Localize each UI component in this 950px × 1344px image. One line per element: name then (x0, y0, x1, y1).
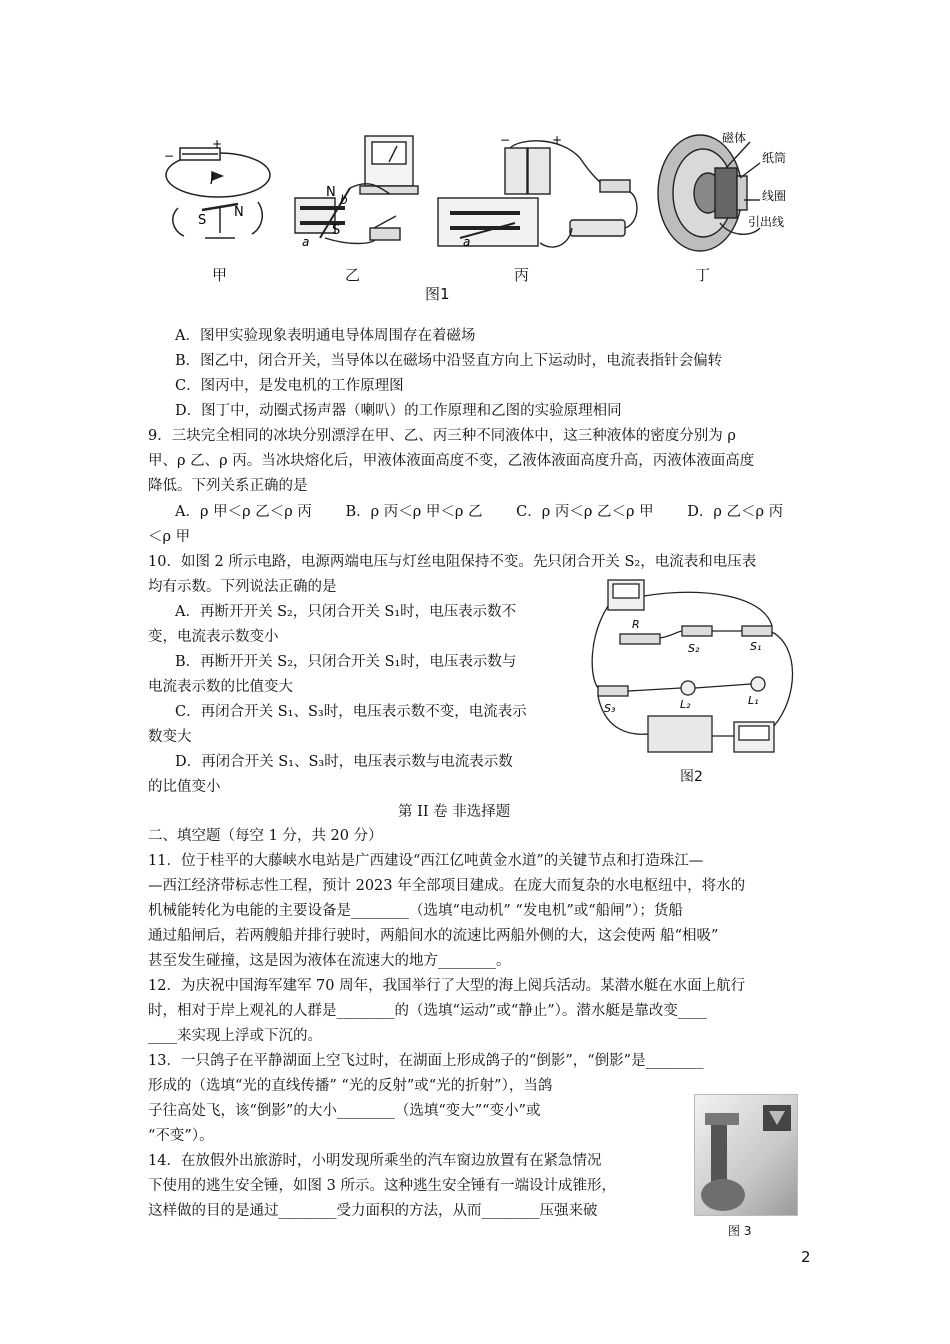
fig1-n-label: N (234, 205, 244, 220)
fig1-yi-s: S (332, 223, 341, 238)
fig2-label-s3: S₃ (604, 702, 616, 715)
q11-line-4: 通过船闸后，若两艘船并排行驶时，两船间水的流速比两船外侧的大，这会使两 船“相吸” (148, 928, 719, 944)
fig2-label-r: R (632, 618, 640, 631)
q14-line-3: 这样做的目的是通过________受力面积的方法，从而________压强来破 (148, 1203, 598, 1219)
fig1-bing-minus: − (500, 133, 511, 147)
fig1-bing-plus: + (552, 133, 563, 147)
q11-line-3: 机械能转化为电能的主要设备是________（选填“电动机” “发电机”或“船闸”）；货船 (148, 903, 683, 919)
q10-line-1: 10．如图 2 所示电路，电源两端电压与灯丝电阻保持不变。先只闭合开关 S₂，电流表和电压表 (148, 554, 757, 570)
q10-line-2: 均有示数。下列说法正确的是 (148, 579, 337, 595)
page-number: 2 (801, 1248, 811, 1266)
figure-3-photo (694, 1094, 798, 1216)
fig1-coil-label: 线圈 (762, 189, 787, 203)
fig1-current-label: I (210, 173, 214, 188)
figure-1-title: 图1 (425, 285, 450, 303)
q9-line-3: 降低。下列关系正确的是 (148, 478, 308, 494)
q9-line-2: 甲、ρ 乙、ρ 丙。当冰块熔化后，甲液体液面高度不变，乙液体液面高度升高，丙液体液面高度 (148, 453, 755, 469)
q10-option-c-1: C．再闭合开关 S₁、S₃时，电压表示数不变，电流表示 (175, 704, 527, 720)
figure-1-yi (295, 136, 418, 244)
fig1-minus: − (164, 149, 175, 163)
fig2-label-s1: S₁ (750, 640, 762, 653)
q10-option-a-1: A．再断开开关 S₂，只闭合开关 S₁时，电压表示数不 (175, 604, 517, 620)
figure-1-jia (166, 148, 270, 238)
q8-option-d: D．图丁中，动圈式扬声器（喇叭）的工作原理和乙图的实验原理相同 (175, 403, 622, 419)
figure-1-ding (658, 135, 760, 251)
q8-option-a: A．图甲实验现象表明通电导体周围存在着磁场 (175, 328, 476, 344)
q11-line-5: 甚至发生碰撞，这是因为液体在流速大的地方________。 (148, 953, 511, 969)
figure-1-caption-bing: 丙 (514, 266, 530, 284)
fig1-yi-n: N (326, 185, 336, 200)
q13-line-3: 子往高处飞，该“倒影”的大小________（选填“变大”“变小”或 (148, 1103, 541, 1119)
fig2-label-l2: L₂ (680, 698, 691, 711)
section-heading: 二、填空题（每空 1 分，共 20 分） (148, 828, 383, 844)
q8-option-b: B．图乙中，闭合开关，当导体以在磁场中沿竖直方向上下运动时，电流表指针会偏转 (175, 353, 723, 369)
q11-line-1: 11．位于桂平的大藤峡水电站是广西建设“西江亿吨黄金水道”的关键节点和打造珠江— (148, 853, 704, 869)
q12-line-3: ____来实现上浮或下沉的。 (148, 1028, 322, 1044)
q10-option-b-2: 电流表示数的比值变大 (148, 679, 293, 695)
q9-options-wrap: ＜ρ 甲 (148, 529, 191, 545)
figure-2-circuit (584, 576, 809, 768)
q11-line-2: —西江经济带标志性工程，预计 2023 年全部项目建成。在庞大而复杂的水电枢纽中，将水的 (148, 878, 746, 894)
fig2-label-s2: S₂ (688, 642, 700, 655)
section-title: 第 II 卷 非选择题 (398, 804, 511, 820)
q13-line-4: “不变”）。 (148, 1128, 214, 1144)
q8-option-c: C．图丙中，是发电机的工作原理图 (175, 378, 404, 394)
q10-option-b-1: B．再断开开关 S₂，只闭合开关 S₁时，电压表示数与 (175, 654, 517, 670)
safety-hammer-icon (695, 1095, 797, 1215)
figure-1-caption-jia: 甲 (212, 266, 228, 284)
fig2-label-l1: L₁ (748, 694, 759, 707)
fig1-yi-b: b (340, 193, 348, 207)
q10-option-d-1: D．再闭合开关 S₁、S₃时，电压表示数与电流表示数 (175, 754, 513, 770)
figure-3-title: 图 3 (728, 1224, 752, 1238)
fig1-s-label: S (198, 213, 207, 228)
fig1-lead-label: 引出线 (748, 215, 785, 229)
fig1-plus: + (212, 137, 223, 151)
figure-1-bing (438, 141, 637, 247)
q12-line-2: 时，相对于岸上观礼的人群是________的（选填“运动”或“静止”）。潜水艇是靠改变____ (148, 1003, 707, 1019)
figure-1-caption-yi: 乙 (345, 266, 361, 284)
q14-line-1: 14．在放假外出旅游时，小明发现所乘坐的汽车窗边放置有在紧急情况 (148, 1153, 602, 1169)
fig1-bing-a: a (463, 235, 471, 249)
q12-line-1: 12．为庆祝中国海军建军 70 周年，我国举行了大型的海上阅兵活动。某潜水艇在水面上航行 (148, 978, 746, 994)
q9-line-1: 9．三块完全相同的冰块分别漂浮在甲、乙、丙三种不同液体中，这三种液体的密度分别为 ρ (148, 428, 736, 444)
figure-1 (160, 128, 800, 258)
figure-1-caption-ding: 丁 (695, 266, 711, 284)
q13-line-2: 形成的（选填“光的直线传播” “光的反射”或“光的折射”），当鸽 (148, 1078, 553, 1094)
figure-2-title: 图2 (680, 769, 703, 785)
fig1-magnet-label: 磁体 (722, 131, 747, 145)
q14-line-2: 下使用的逃生安全锤，如图 3 所示。这种逃生安全锤有一端设计成锥形， (148, 1178, 616, 1194)
fig1-tube-label: 纸筒 (762, 151, 787, 165)
fig1-yi-a: a (302, 235, 310, 249)
q10-option-a-2: 变，电流表示数变小 (148, 629, 279, 645)
q9-options: A．ρ 甲＜ρ 乙＜ρ 丙 B．ρ 丙＜ρ 甲＜ρ 乙 C．ρ 丙＜ρ 乙＜ρ 甲 D．ρ 乙＜ρ 丙 (175, 504, 784, 520)
q10-option-d-2: 的比值变小 (148, 779, 221, 795)
q10-option-c-2: 数变大 (148, 729, 192, 745)
q13-line-1: 13．一只鸽子在平静湖面上空飞过时，在湖面上形成鸽子的“倒影”，“倒影”是________ (148, 1053, 704, 1069)
